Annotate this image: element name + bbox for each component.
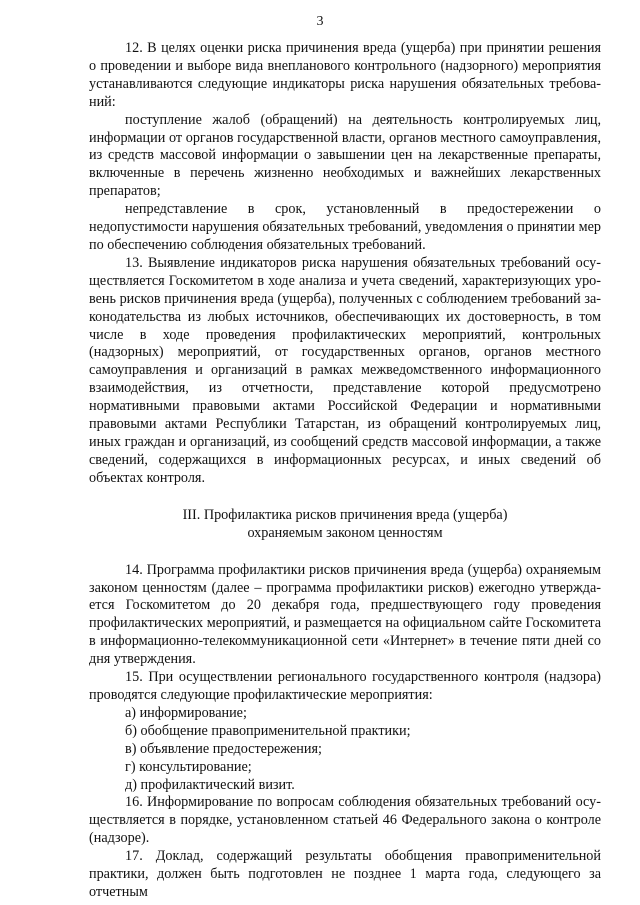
paragraph-17: 17. Доклад, содержащий результаты обобщения правоприменительной практики, должен быть подготовлен не позднее 1 марта года, следующего за отчетным [89,848,601,900]
section-heading-line1: III. Профилактика рисков причинения вреда (ущерба) [182,506,508,523]
list-item: д) профилактический визит. [125,776,295,793]
paragraph-14: 14. Программа профилактики рисков причинения вреда (ущерба) охраняемым законом ценностям (далее – программа профилактики рисков) ежегодно утверждается Госкомитетом до 20 декабря года, предшествующего году проведения профилактических мероприятий, и размещается на официальном сайте Госкомитета в информационно-телекоммуникационной сети «Интернет» в течение пяти дней со дня утверждения. [89,561,601,668]
list-item: в) объявление предостережения; [125,740,322,757]
paragraph-12-indicator-notification: непредставление в срок, установленный в предостережении о недопустимости нарушения обязательных требований, уведомления о принятии мер по обеспечению соблюдения обязательных требований. [89,201,601,253]
list-item: а) информирование; [125,704,247,721]
document-body [89,40,601,902]
page-number: 3 [316,14,324,29]
paragraph-12: 12. В целях оценки риска причинения вреда (ущерба) при принятии решения о проведении и выборе вида внепланового контрольного (надзорного) мероприятия устанавливаются следующие индикаторы риска нарушения обязательных требований: [89,40,601,110]
paragraph-13: 13. Выявление индикаторов риска нарушения обязательных требований осуществляется Госкомитетом в ходе анализа и учета сведений, характеризующих уровень рисков причинения вреда (ущерба), полученных с соблюдением требований законодательства из любых источников, обеспечивающих их достоверность, в том числе в ходе проведения профилактических мероприятий, контрольных (надзорных) мероприятий, от государственных органов, органов местного самоуправления и организаций в рамках межведомственного информационного взаимодействия, из отчетности, представление которой предусмотрено нормативными правовыми актами Российской Федерации и нормативными правовыми актами Республики Татарстан, из обращений контролируемых лиц, иных граждан и организаций, из сообщений средств массовой информации, а также сведений, содержащихся в информационных ресурсах, и иных сведений об объектах контроля. [89,254,601,486]
measures-list [89,705,601,795]
paragraph-15: 15. При осуществлении регионального государственного контроля (надзора) проводятся следующие профилактические мероприятия: [89,669,601,703]
paragraph-12-indicator-complaints: поступление жалоб (обращений) на деятельность контролируемых лиц, информации от органов государственной власти, органов местного самоуправления, из средств массовой информации о завышении цен на лекарственные препараты, включенные в перечень жизненно необходимых и важнейших лекарственных препаратов; [89,111,601,200]
spacer [89,542,601,562]
paragraph-16: 16. Информирование по вопросам соблюдения обязательных требований осуществляется в порядке, установленном статьей 46 Федерального закона о контроле (надзоре). [89,794,601,847]
list-item: б) обобщение правоприменительной практики; [125,722,411,739]
section-heading-line2: охраняемым законом ценностям [247,524,443,541]
spacer [89,488,601,506]
list-item: г) консультирование; [125,758,252,775]
